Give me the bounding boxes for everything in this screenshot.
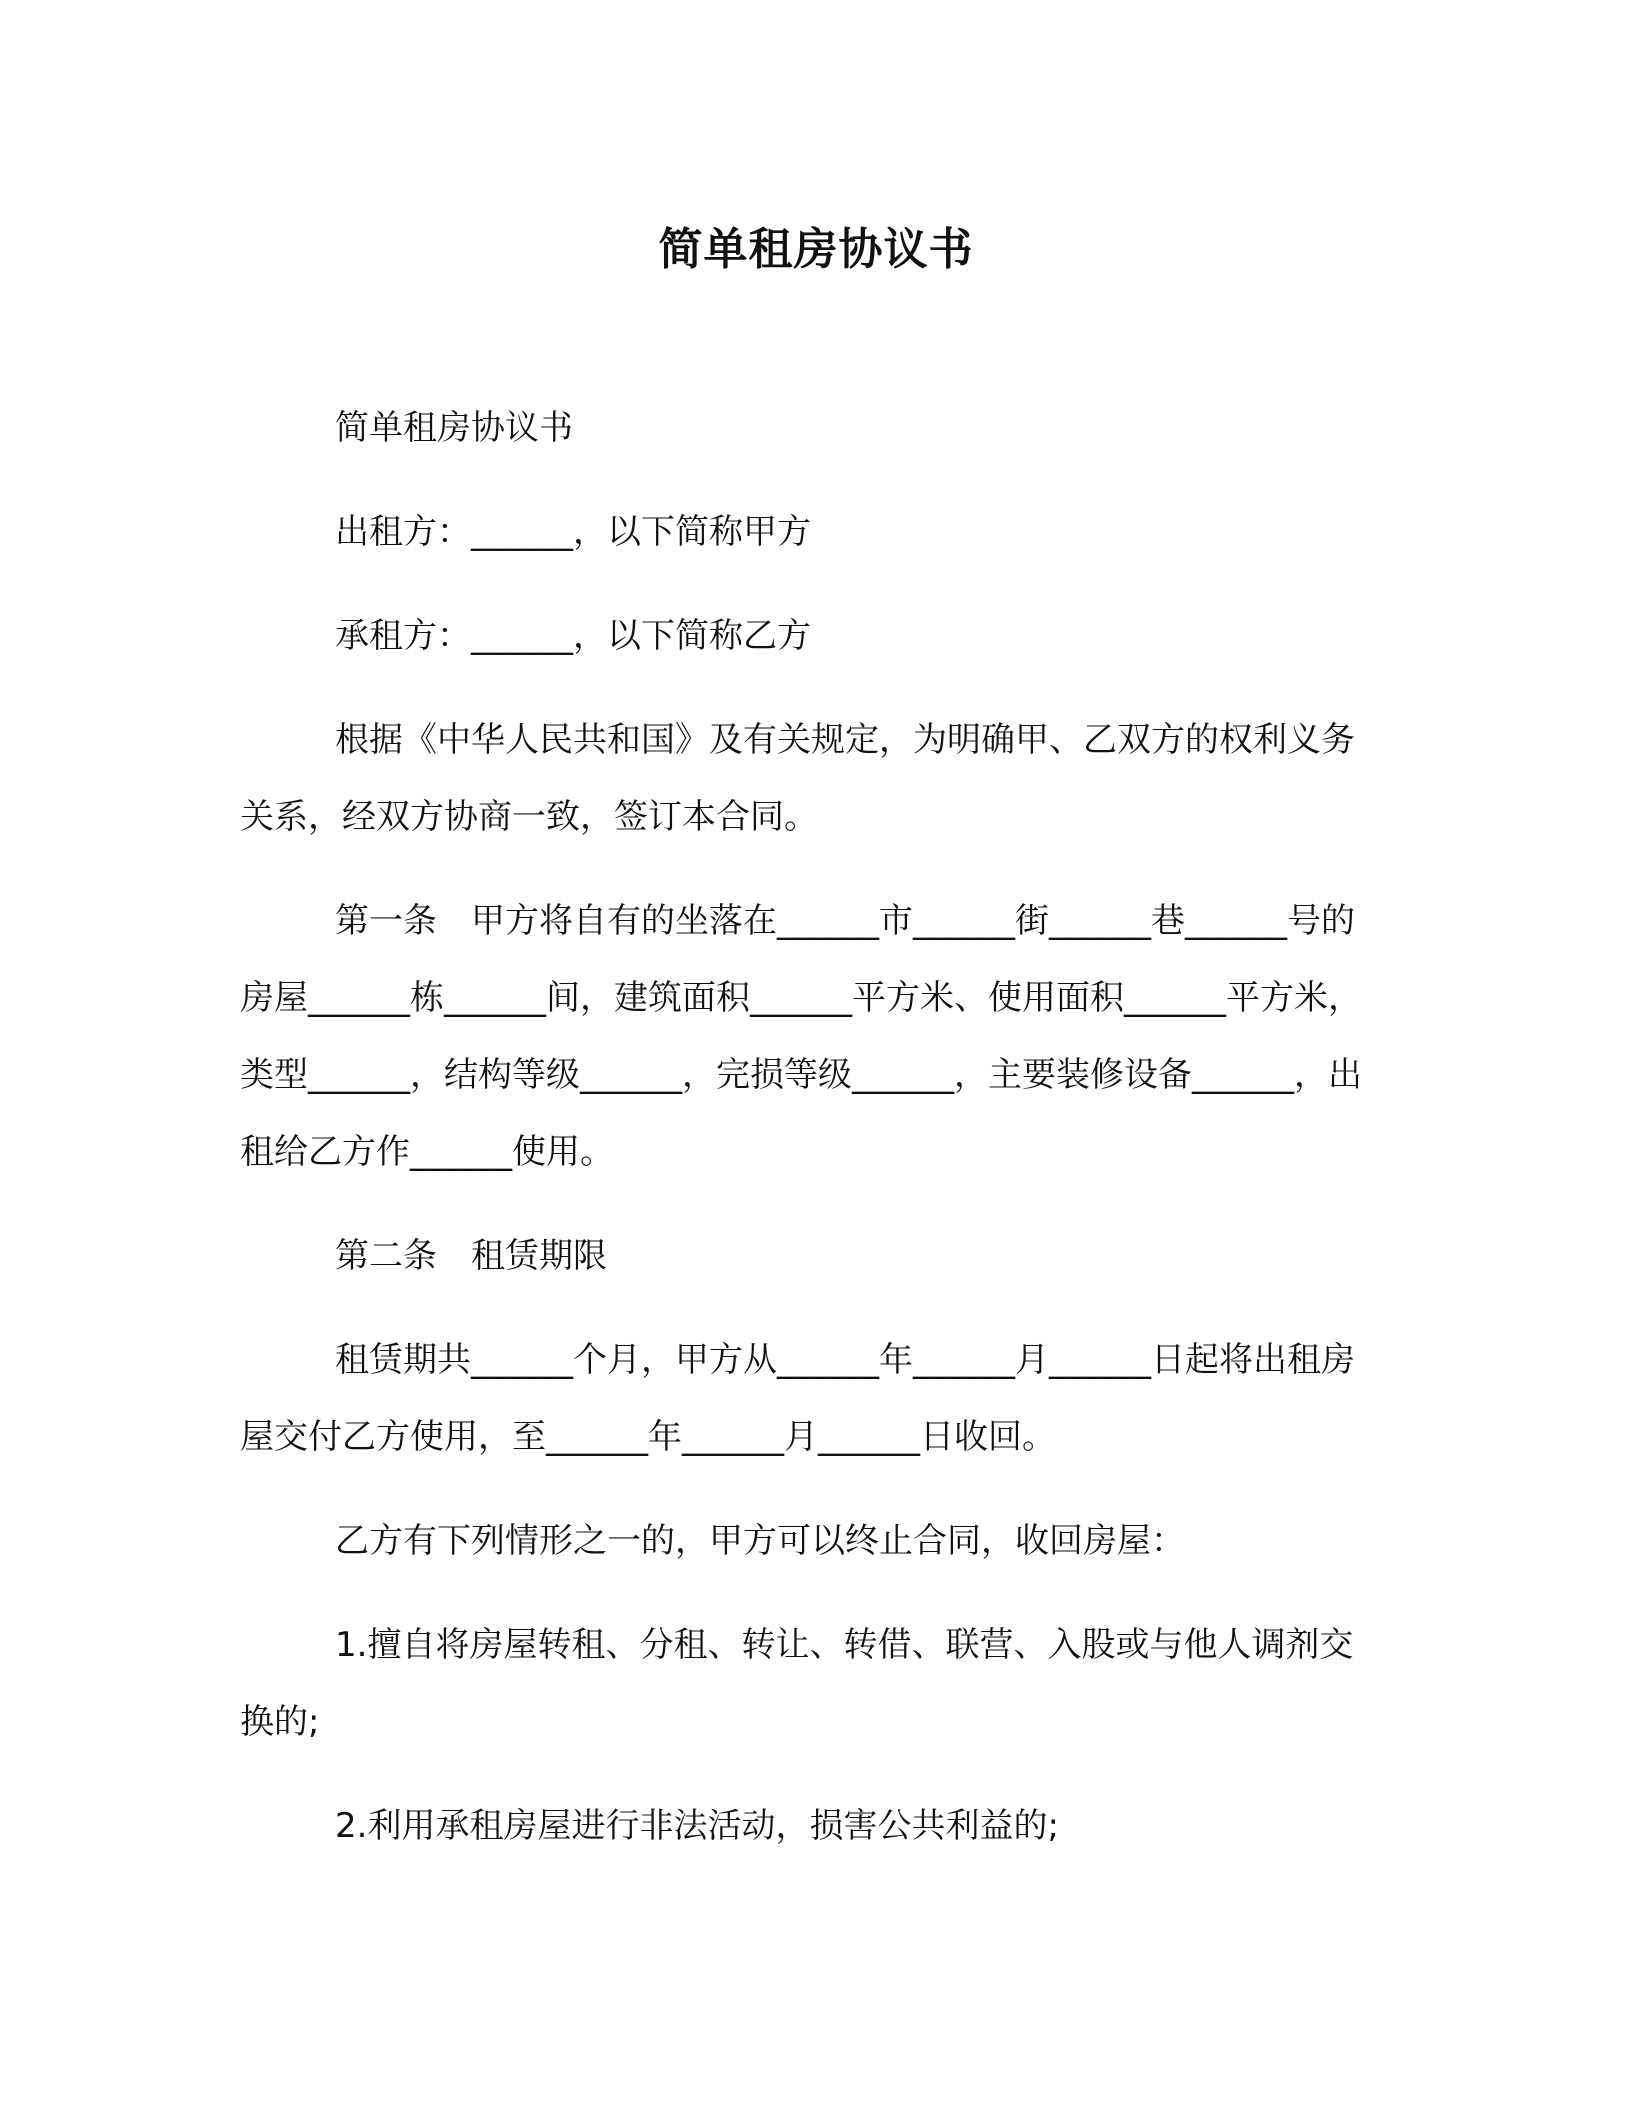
paragraph-article-1: 第一条 甲方将自有的坐落在______市______街______巷______号的房屋______栋______间，建筑面积______平方米、使用面积______平方米，类型______，结构等级______，完损等级______，主要装修设备______，出租给乙方作______使用。: [240, 901, 1362, 1172]
paragraph-condition-1: 1.擅自将房屋转租、分租、转让、转借、联营、入股或与他人调剂交换的;: [240, 1625, 1354, 1742]
paragraph-heading: 简单租房协议书: [335, 408, 573, 448]
document-title: 简单租房协议书: [658, 224, 974, 275]
paragraph-lessee: 承租方：______，以下简称乙方: [335, 616, 811, 656]
paragraph-condition-2: 2.利用承租房屋进行非法活动，损害公共利益的;: [335, 1806, 1059, 1846]
paragraph-lessor: 出租方：______，以下简称甲方: [335, 512, 811, 552]
paragraph-termination-conditions: 乙方有下列情形之一的，甲方可以终止合同，收回房屋：: [335, 1521, 1185, 1561]
document-body: [240, 390, 1382, 1892]
paragraph-article-2-heading: 第二条 租赁期限: [335, 1236, 607, 1276]
paragraph-lease-term: 租赁期共______个月，甲方从______年______月______日起将出租房屋交付乙方使用，至______年______月______日收回。: [240, 1340, 1355, 1457]
paragraph-preamble: 根据《中华人民共和国》及有关规定，为明确甲、乙双方的权利义务关系，经双方协商一致，签订本合同。: [240, 720, 1355, 837]
